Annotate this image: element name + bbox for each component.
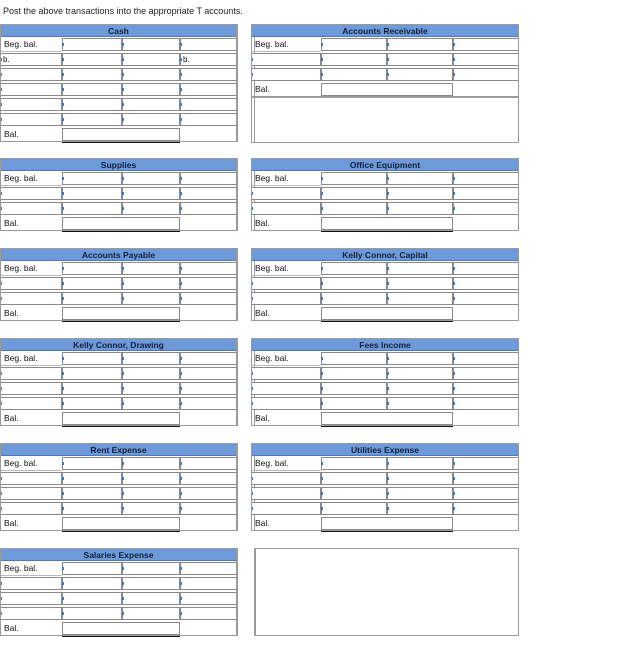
kelly-connor-drawing-balance-input[interactable]: [62, 412, 180, 425]
fees-income-header: Fees Income: [251, 338, 519, 351]
office-equipment-debit-amount-input[interactable]: [321, 187, 387, 200]
accounts-receivable-balance-input[interactable]: [321, 83, 453, 96]
cash-header: Cash: [0, 24, 237, 37]
utilities-expense-credit-amount-input[interactable]: [387, 487, 453, 500]
supplies-debit-amount-input[interactable]: [62, 202, 122, 215]
accounts-receivable-debit-label-input[interactable]: [251, 68, 321, 81]
office-equipment-bal-label: Bal.: [251, 216, 321, 231]
cash-balance-input[interactable]: [62, 128, 180, 141]
cash-beg-bal-label: Beg. bal.: [0, 37, 62, 52]
accounts-payable-credit-label-input[interactable]: [180, 277, 237, 290]
office-equipment-credit-amount-input[interactable]: [387, 172, 453, 185]
fees-income-debit-amount-input[interactable]: [321, 382, 387, 395]
salaries-expense-credit-amount-input[interactable]: [122, 607, 180, 620]
rent-expense-credit-label-input[interactable]: [180, 502, 237, 515]
kelly-connor-capital-debit-label-input[interactable]: [251, 292, 321, 305]
rent-expense-debit-amount-input[interactable]: [62, 502, 122, 515]
accounts-payable-balance-underline: [62, 320, 180, 322]
cash-credit-label-input[interactable]: [180, 68, 237, 81]
kelly-connor-drawing-balance-underline: [62, 425, 180, 427]
rent-expense-credit-amount-input[interactable]: [122, 502, 180, 515]
accounts-payable-bal-label: Bal.: [0, 306, 62, 321]
utilities-expense-credit-amount-input[interactable]: [387, 502, 453, 515]
cash-debit-amount-input[interactable]: [62, 98, 122, 111]
accounts-payable-balance-input[interactable]: [62, 307, 180, 320]
salaries-expense-balance-input[interactable]: [62, 622, 180, 635]
office-equipment-credit-amount-input[interactable]: [387, 187, 453, 200]
rent-expense-credit-amount-input[interactable]: [122, 472, 180, 485]
accounts-payable-debit-amount-input[interactable]: [62, 262, 122, 275]
kelly-connor-drawing-debit-amount-input[interactable]: [62, 397, 122, 410]
utilities-expense-header: Utilities Expense: [251, 443, 519, 456]
utilities-expense-credit-amount-input[interactable]: [387, 457, 453, 470]
supplies-credit-label-input[interactable]: [180, 172, 237, 185]
accounts-payable-header: Accounts Payable: [0, 248, 237, 261]
accounts-receivable-debit-amount-input[interactable]: [321, 38, 387, 51]
kelly-connor-capital-credit-label-input[interactable]: [453, 292, 519, 305]
kelly-connor-capital-header: Kelly Connor, Capital: [251, 248, 519, 261]
accounts-receivable-credit-amount-input[interactable]: [387, 68, 453, 81]
accounts-payable-debit-label-input[interactable]: [0, 277, 62, 290]
salaries-expense-debit-label-input[interactable]: [0, 577, 62, 590]
supplies-beg-bal-label: Beg. bal.: [0, 171, 62, 186]
office-equipment-credit-label-input[interactable]: [453, 202, 519, 215]
supplies-credit-amount-input[interactable]: [122, 187, 180, 200]
utilities-expense-debit-label-input[interactable]: [251, 487, 321, 500]
cash-balance-underline: [62, 141, 180, 143]
office-equipment-balance-right: [453, 216, 519, 231]
rent-expense-debit-amount-input[interactable]: [62, 487, 122, 500]
utilities-expense-credit-label-input[interactable]: [453, 487, 519, 500]
salaries-expense-credit-amount-input[interactable]: [122, 577, 180, 590]
supplies-balance-underline: [62, 230, 180, 232]
rent-expense-debit-amount-input[interactable]: [62, 457, 122, 470]
kelly-connor-drawing-header: Kelly Connor, Drawing: [0, 338, 237, 351]
accounts-payable-debit-amount-input[interactable]: [62, 292, 122, 305]
supplies-credit-label-input[interactable]: [180, 202, 237, 215]
fees-income-credit-amount-input[interactable]: [387, 382, 453, 395]
accounts-receivable-header: Accounts Receivable: [251, 24, 519, 37]
supplies-debit-label-input[interactable]: [0, 187, 62, 200]
accounts-receivable-debit-label-input[interactable]: [251, 53, 321, 66]
salaries-expense-credit-amount-input[interactable]: [122, 562, 180, 575]
rent-expense-balance-input[interactable]: [62, 517, 180, 530]
cash-credit-amount-input[interactable]: [122, 53, 180, 66]
cash-debit-label-input[interactable]: [0, 83, 62, 96]
cash-debit-amount-input[interactable]: [62, 83, 122, 96]
rent-expense-credit-label-input[interactable]: [180, 457, 237, 470]
fees-income-credit-label-input[interactable]: [453, 382, 519, 395]
kelly-connor-drawing-credit-label-input[interactable]: [180, 397, 237, 410]
rent-expense-debit-label-input[interactable]: [0, 472, 62, 485]
kelly-connor-capital-credit-amount-input[interactable]: [387, 292, 453, 305]
kelly-connor-capital-bal-label: Bal.: [251, 306, 321, 321]
kelly-connor-capital-debit-amount-input[interactable]: [321, 262, 387, 275]
utilities-expense-debit-amount-input[interactable]: [321, 457, 387, 470]
salaries-expense-balance-right: [180, 621, 237, 636]
salaries-expense-credit-label-input[interactable]: [180, 607, 237, 620]
accounts-receivable-credit-label-input[interactable]: [453, 68, 519, 81]
office-equipment-beg-bal-label: Beg. bal.: [251, 171, 321, 186]
instruction-text: Post the above transactions into the appropriate T accounts.: [3, 6, 243, 16]
kelly-connor-capital-debit-label-input[interactable]: [251, 277, 321, 290]
utilities-expense-credit-label-input[interactable]: [453, 457, 519, 470]
cash-debit-label-input[interactable]: b.: [0, 53, 62, 66]
kelly-connor-drawing-debit-amount-input[interactable]: [62, 382, 122, 395]
rent-expense-credit-amount-input[interactable]: [122, 487, 180, 500]
kelly-connor-drawing-credit-amount-input[interactable]: [122, 382, 180, 395]
rent-expense-debit-label-input[interactable]: [0, 502, 62, 515]
accounts-payable-credit-label-input[interactable]: [180, 262, 237, 275]
supplies-credit-amount-input[interactable]: [122, 172, 180, 185]
fees-income-credit-label-input[interactable]: [453, 397, 519, 410]
rent-expense-credit-label-input[interactable]: [180, 472, 237, 485]
accounts-receivable-credit-amount-input[interactable]: [387, 38, 453, 51]
accounts-receivable-bal-label: Bal.: [251, 82, 321, 97]
kelly-connor-drawing-credit-label-input[interactable]: [180, 367, 237, 380]
salaries-expense-debit-amount-input[interactable]: [62, 607, 122, 620]
blank-panel: [255, 548, 519, 636]
utilities-expense-credit-label-input[interactable]: [453, 472, 519, 485]
utilities-expense-debit-amount-input[interactable]: [321, 487, 387, 500]
salaries-expense-credit-label-input[interactable]: [180, 577, 237, 590]
accounts-receivable-debit-amount-input[interactable]: [321, 53, 387, 66]
kelly-connor-capital-credit-amount-input[interactable]: [387, 277, 453, 290]
accounts-receivable-balance-underline: [321, 96, 453, 98]
utilities-expense-debit-amount-input[interactable]: [321, 502, 387, 515]
office-equipment-debit-amount-input[interactable]: [321, 172, 387, 185]
cash-credit-label-input[interactable]: [180, 113, 237, 126]
fees-income-balance-input[interactable]: [321, 412, 453, 425]
rent-expense-debit-label-input[interactable]: [0, 487, 62, 500]
utilities-expense-balance-input[interactable]: [321, 517, 453, 530]
office-equipment-header: Office Equipment: [251, 158, 519, 171]
supplies-balance-right: [180, 216, 237, 231]
kelly-connor-drawing-bal-label: Bal.: [0, 411, 62, 426]
cash-debit-amount-input[interactable]: [62, 113, 122, 126]
kelly-connor-capital-balance-underline: [321, 320, 453, 322]
kelly-connor-drawing-credit-amount-input[interactable]: [122, 352, 180, 365]
cash-credit-amount-input[interactable]: [122, 98, 180, 111]
salaries-expense-beg-bal-label: Beg. bal.: [0, 561, 62, 576]
office-equipment-balance-underline: [321, 230, 453, 232]
utilities-expense-debit-label-input[interactable]: [251, 502, 321, 515]
fees-income-debit-label-input[interactable]: [251, 367, 321, 380]
accounts-receivable-debit-amount-input[interactable]: [321, 68, 387, 81]
utilities-expense-beg-bal-label: Beg. bal.: [251, 456, 321, 471]
salaries-expense-bal-label: Bal.: [0, 621, 62, 636]
utilities-expense-credit-label-input[interactable]: [453, 502, 519, 515]
kelly-connor-capital-debit-amount-input[interactable]: [321, 277, 387, 290]
kelly-connor-drawing-credit-label-input[interactable]: [180, 352, 237, 365]
utilities-expense-debit-label-input[interactable]: [251, 472, 321, 485]
kelly-connor-capital-debit-amount-input[interactable]: [321, 292, 387, 305]
rent-expense-debit-amount-input[interactable]: [62, 472, 122, 485]
fees-income-debit-amount-input[interactable]: [321, 397, 387, 410]
rent-expense-balance-underline: [62, 530, 180, 532]
salaries-expense-debit-label-input[interactable]: [0, 607, 62, 620]
office-equipment-credit-label-input[interactable]: [453, 172, 519, 185]
salaries-expense-balance-underline: [62, 635, 180, 637]
fees-income-credit-amount-input[interactable]: [387, 397, 453, 410]
fees-income-balance-right: [453, 411, 519, 426]
salaries-expense-credit-label-input[interactable]: [180, 562, 237, 575]
salaries-expense-header: Salaries Expense: [0, 548, 237, 561]
cash-credit-label-input[interactable]: [180, 98, 237, 111]
accounts-receivable-credit-label-input[interactable]: [453, 53, 519, 66]
rent-expense-bal-label: Bal.: [0, 516, 62, 531]
salaries-expense-debit-amount-input[interactable]: [62, 562, 122, 575]
cash-debit-label-input[interactable]: [0, 113, 62, 126]
kelly-connor-capital-credit-amount-input[interactable]: [387, 262, 453, 275]
kelly-connor-drawing-balance-right: [180, 411, 237, 426]
accounts-receivable-balance-right: [453, 82, 519, 97]
accounts-payable-credit-amount-input[interactable]: [122, 292, 180, 305]
supplies-bal-label: Bal.: [0, 216, 62, 231]
cash-balance-right: [180, 127, 237, 142]
fees-income-credit-amount-input[interactable]: [387, 367, 453, 380]
kelly-connor-drawing-debit-amount-input[interactable]: [62, 352, 122, 365]
supplies-header: Supplies: [0, 158, 237, 171]
utilities-expense-balance-right: [453, 516, 519, 531]
salaries-expense-credit-amount-input[interactable]: [122, 592, 180, 605]
office-equipment-debit-label-input[interactable]: [251, 187, 321, 200]
fees-income-debit-label-input[interactable]: [251, 397, 321, 410]
accounts-payable-beg-bal-label: Beg. bal.: [0, 261, 62, 276]
office-equipment-debit-label-input[interactable]: [251, 202, 321, 215]
kelly-connor-drawing-debit-label-input[interactable]: [0, 397, 62, 410]
utilities-expense-balance-underline: [321, 530, 453, 532]
kelly-connor-capital-credit-label-input[interactable]: [453, 262, 519, 275]
accounts-receivable-credit-amount-input[interactable]: [387, 53, 453, 66]
accounts-payable-credit-amount-input[interactable]: [122, 277, 180, 290]
cash-debit-label-input[interactable]: [0, 68, 62, 81]
office-equipment-credit-amount-input[interactable]: [387, 202, 453, 215]
office-equipment-balance-input[interactable]: [321, 217, 453, 230]
cash-debit-amount-input[interactable]: [62, 53, 122, 66]
fees-income-balance-underline: [321, 425, 453, 427]
supplies-debit-amount-input[interactable]: [62, 172, 122, 185]
office-equipment-debit-amount-input[interactable]: [321, 202, 387, 215]
cash-debit-amount-input[interactable]: [62, 68, 122, 81]
rent-expense-balance-right: [180, 516, 237, 531]
kelly-connor-capital-balance-right: [453, 306, 519, 321]
blank-panel: [251, 97, 519, 143]
fees-income-debit-amount-input[interactable]: [321, 352, 387, 365]
column-separator: [237, 548, 255, 636]
accounts-payable-balance-right: [180, 306, 237, 321]
cash-credit-label-input[interactable]: [180, 83, 237, 96]
utilities-expense-debit-amount-input[interactable]: [321, 472, 387, 485]
cash-credit-label-input[interactable]: b.: [180, 53, 237, 66]
fees-income-credit-label-input[interactable]: [453, 367, 519, 380]
cash-credit-label-input[interactable]: [180, 38, 237, 51]
kelly-connor-capital-balance-input[interactable]: [321, 307, 453, 320]
kelly-connor-capital-beg-bal-label: Beg. bal.: [251, 261, 321, 276]
supplies-debit-amount-input[interactable]: [62, 187, 122, 200]
fees-income-debit-amount-input[interactable]: [321, 367, 387, 380]
rent-expense-credit-label-input[interactable]: [180, 487, 237, 500]
rent-expense-credit-amount-input[interactable]: [122, 457, 180, 470]
cash-credit-amount-input[interactable]: [122, 38, 180, 51]
kelly-connor-drawing-debit-label-input[interactable]: [0, 367, 62, 380]
utilities-expense-credit-amount-input[interactable]: [387, 472, 453, 485]
fees-income-credit-label-input[interactable]: [453, 352, 519, 365]
fees-income-debit-label-input[interactable]: [251, 382, 321, 395]
cash-credit-amount-input[interactable]: [122, 68, 180, 81]
kelly-connor-drawing-credit-amount-input[interactable]: [122, 397, 180, 410]
fees-income-credit-amount-input[interactable]: [387, 352, 453, 365]
kelly-connor-drawing-credit-label-input[interactable]: [180, 382, 237, 395]
salaries-expense-debit-amount-input[interactable]: [62, 592, 122, 605]
fees-income-bal-label: Bal.: [251, 411, 321, 426]
cash-debit-amount-input[interactable]: [62, 38, 122, 51]
kelly-connor-drawing-credit-amount-input[interactable]: [122, 367, 180, 380]
utilities-expense-bal-label: Bal.: [251, 516, 321, 531]
kelly-connor-drawing-beg-bal-label: Beg. bal.: [0, 351, 62, 366]
cash-credit-amount-input[interactable]: [122, 113, 180, 126]
accounts-receivable-credit-label-input[interactable]: [453, 38, 519, 51]
accounts-payable-debit-label-input[interactable]: [0, 292, 62, 305]
supplies-credit-label-input[interactable]: [180, 187, 237, 200]
cash-debit-label-input[interactable]: [0, 98, 62, 111]
office-equipment-credit-label-input[interactable]: [453, 187, 519, 200]
kelly-connor-capital-credit-label-input[interactable]: [453, 277, 519, 290]
rent-expense-beg-bal-label: Beg. bal.: [0, 456, 62, 471]
supplies-balance-input[interactable]: [62, 217, 180, 230]
supplies-credit-amount-input[interactable]: [122, 202, 180, 215]
salaries-expense-debit-label-input[interactable]: [0, 592, 62, 605]
accounts-receivable-beg-bal-label: Beg. bal.: [251, 37, 321, 52]
fees-income-beg-bal-label: Beg. bal.: [251, 351, 321, 366]
kelly-connor-drawing-debit-label-input[interactable]: [0, 382, 62, 395]
salaries-expense-debit-amount-input[interactable]: [62, 577, 122, 590]
salaries-expense-credit-label-input[interactable]: [180, 592, 237, 605]
accounts-payable-credit-amount-input[interactable]: [122, 262, 180, 275]
supplies-debit-label-input[interactable]: [0, 202, 62, 215]
kelly-connor-drawing-debit-amount-input[interactable]: [62, 367, 122, 380]
accounts-payable-credit-label-input[interactable]: [180, 292, 237, 305]
accounts-payable-debit-amount-input[interactable]: [62, 277, 122, 290]
cash-credit-amount-input[interactable]: [122, 83, 180, 96]
rent-expense-header: Rent Expense: [0, 443, 237, 456]
cash-bal-label: Bal.: [0, 127, 62, 142]
